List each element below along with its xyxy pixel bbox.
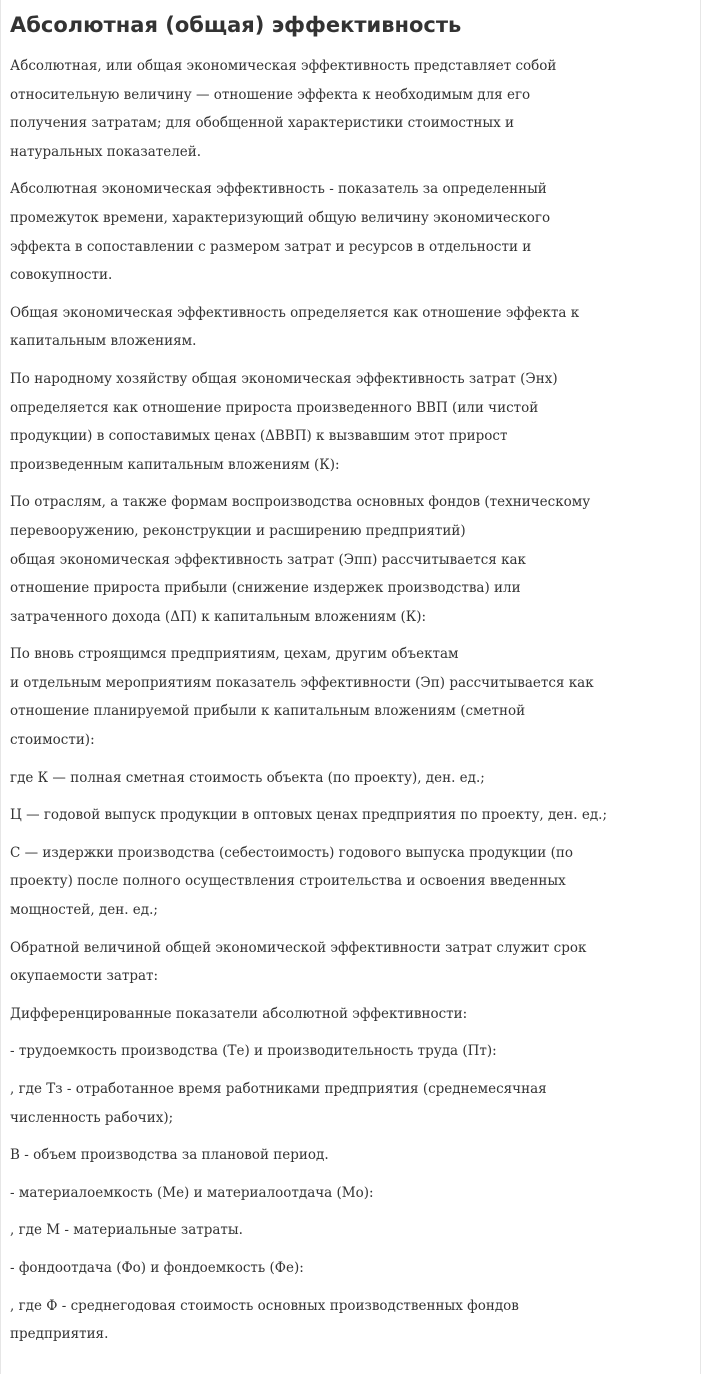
paragraph-line: Абсолютная, или общая экономическая эффективность представляет собой xyxy=(10,58,557,74)
paragraph-line: окупаемости затрат: xyxy=(10,968,159,985)
paragraph-line: Дифференцированные показатели абсолютной эффективности: xyxy=(10,1005,468,1022)
paragraph xyxy=(10,299,692,356)
paragraph-line: Общая экономическая эффективность определяется как отношение эффекта к xyxy=(10,304,580,321)
paragraph xyxy=(10,839,692,925)
paragraph xyxy=(10,488,692,631)
paragraph-line: продукции) в сопоставимых ценах (ΔВВП) к вызвавшим этот прирост xyxy=(10,428,508,445)
paragraph-line: По вновь строящимся предприятиям, цехам, другим объектам xyxy=(10,646,459,663)
paragraph-line: , где М - материальные затраты. xyxy=(10,1222,243,1239)
paragraph-line: Обратной величиной общей экономической эффективности затрат служит срок xyxy=(10,939,587,956)
paragraph xyxy=(10,1000,692,1029)
paragraph-line: и отдельным мероприятиям показатель эффективности (Эп) рассчитывается как xyxy=(10,674,594,691)
paragraph xyxy=(10,764,692,793)
paragraph-line: - трудоемкость производства (Те) и производительность труда (Пт): xyxy=(10,1043,497,1060)
paragraph xyxy=(10,640,692,754)
paragraph-line: Ц — годовой выпуск продукции в оптовых ценах предприятия по проекту, ден. ед.; xyxy=(10,807,607,824)
paragraph xyxy=(10,175,692,289)
paragraph-line: В - объем производства за плановой период. xyxy=(10,1147,329,1164)
paragraph-line: промежуток времени, характеризующий общую величину экономического xyxy=(10,209,551,226)
paragraph-line: предприятия. xyxy=(10,1326,109,1343)
paragraph xyxy=(10,1292,692,1349)
paragraph xyxy=(10,52,692,166)
article-title: Абсолютная (общая) эффективность xyxy=(10,13,462,37)
paragraph-line: перевооружению, реконструкции и расширению предприятий) xyxy=(10,522,466,539)
paragraph-line: проекту) после полного осуществления строительства и освоения введенных xyxy=(10,873,566,890)
paragraph-line: отношение прироста прибыли (снижение издержек производства) или xyxy=(10,580,521,597)
paragraph-line: общая экономическая эффективность затрат (Эпп) рассчитывается как xyxy=(10,551,526,568)
paragraph-line: натуральных показателей. xyxy=(10,143,202,160)
article-body xyxy=(10,52,692,1349)
paragraph xyxy=(10,1179,692,1208)
paragraph-line: численность рабочих); xyxy=(10,1109,174,1126)
paragraph xyxy=(10,934,692,991)
paragraph xyxy=(10,1216,692,1245)
paragraph-line: относительную величину — отношение эффекта к необходимым для его xyxy=(10,86,531,103)
paragraph-line: мощностей, ден. ед.; xyxy=(10,902,158,919)
paragraph-line: совокупности. xyxy=(10,267,113,284)
paragraph xyxy=(10,365,692,479)
paragraph-line: , где Ф - среднегодовая стоимость основных производственных фондов xyxy=(10,1297,519,1314)
paragraph-line: По отраслям, а также формам воспроизводства основных фондов (техническому xyxy=(10,494,591,511)
paragraph-line: капитальным вложениям. xyxy=(10,333,197,350)
paragraph-line: С — издержки производства (себестоимость) годового выпуска продукции (по xyxy=(10,844,573,861)
paragraph-line: затраченного дохода (ΔП) к капитальным вложениям (К): xyxy=(10,608,427,625)
paragraph-line: - фондоотдача (Фо) и фондоемкость (Фе): xyxy=(10,1259,304,1276)
paragraph-line: Абсолютная экономическая эффективность - показатель за определенный xyxy=(10,181,547,198)
paragraph-line: получения затратам; для обобщенной характеристики стоимостных и xyxy=(10,115,515,132)
paragraph-line: отношение планируемой прибыли к капитальным вложениям (сметной xyxy=(10,703,526,720)
paragraph xyxy=(10,1141,692,1170)
paragraph-line: эффекта в сопоставлении с размером затрат и ресурсов в отдельности и xyxy=(10,238,532,255)
paragraph-line: определяется как отношение прироста произведенного ВВП (или чистой xyxy=(10,399,539,416)
paragraph xyxy=(10,801,692,830)
paragraph-line: произведенным капитальным вложениям (К): xyxy=(10,456,340,473)
paragraph xyxy=(10,1075,692,1132)
paragraph-line: где К — полная сметная стоимость объекта (по проекту), ден. ед.; xyxy=(10,769,485,786)
paragraph-line: - материалоемкость (Ме) и материалоотдача (Мо): xyxy=(10,1184,374,1201)
paragraph-line: По народному хозяйству общая экономическая эффективность затрат (Энх) xyxy=(10,370,558,387)
paragraph xyxy=(10,1254,692,1283)
paragraph xyxy=(10,1037,692,1066)
paragraph-line: , где Тз - отработанное время работниками предприятия (среднемесячная xyxy=(10,1081,547,1097)
paragraph-line: стоимости): xyxy=(10,732,95,749)
